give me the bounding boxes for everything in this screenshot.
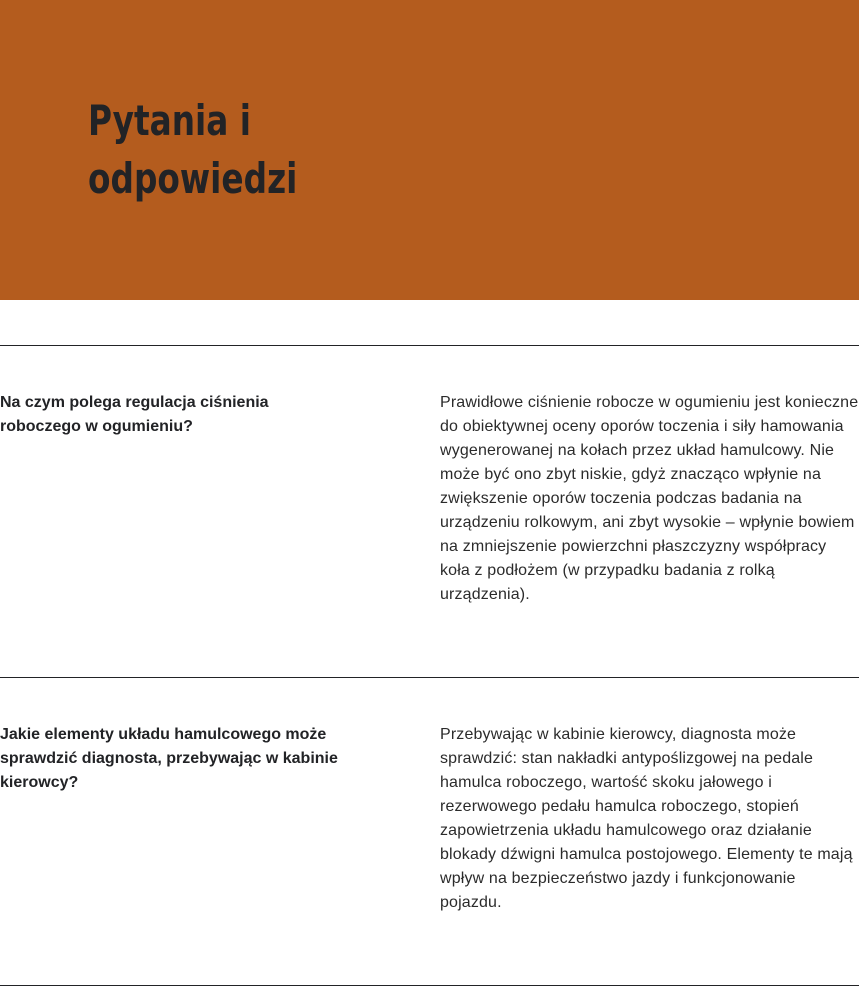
faq-answer: Prawidłowe ciśnienie robocze w ogumieniu jest konieczne do obiektywnej oceny oporów toczenia i siły hamowania wygenerowanej na kołach przez układ hamulcowy. Nie może być ono zbyt niskie, gdyż znacząco wpłynie na zwiększenie oporów toczenia podczas badania na urządzeniu rolkowym, ani zbyt wysokie – wpłynie bowiem na zmniejszenie powierzchni płaszczyzny współpracy koła z podłożem (w przypadku badania z rolką urządzenia).	[440, 394, 859, 603]
faq-answer: Przebywając w kabinie kierowcy, diagnosta może sprawdzić: stan nakładki antypoślizgowej na pedale hamulca roboczego, wartość skoku jałowego i rezerwowego pedału hamulca roboczego, stopień zapowietrzenia układu hamulcowego oraz działanie blokady dźwigni hamulca postojowego. Elementy te mają wpływ na bezpieczeństwo jazdy i funkcjonowanie pojazdu.	[440, 726, 853, 911]
divider	[0, 677, 859, 678]
hero-banner	[0, 0, 859, 300]
page-title-line2: odpowiedzi	[88, 154, 298, 203]
faq-question: Na czym polega regulacja ciśnienia roboczego w ogumieniu?	[0, 394, 269, 435]
page-title	[88, 92, 322, 208]
divider	[0, 345, 859, 346]
page-title-line1: Pytania i	[88, 96, 252, 145]
faq-question: Jakie elementy układu hamulcowego może sprawdzić diagnosta, przebywając w kabinie kierowcy?	[0, 726, 338, 791]
